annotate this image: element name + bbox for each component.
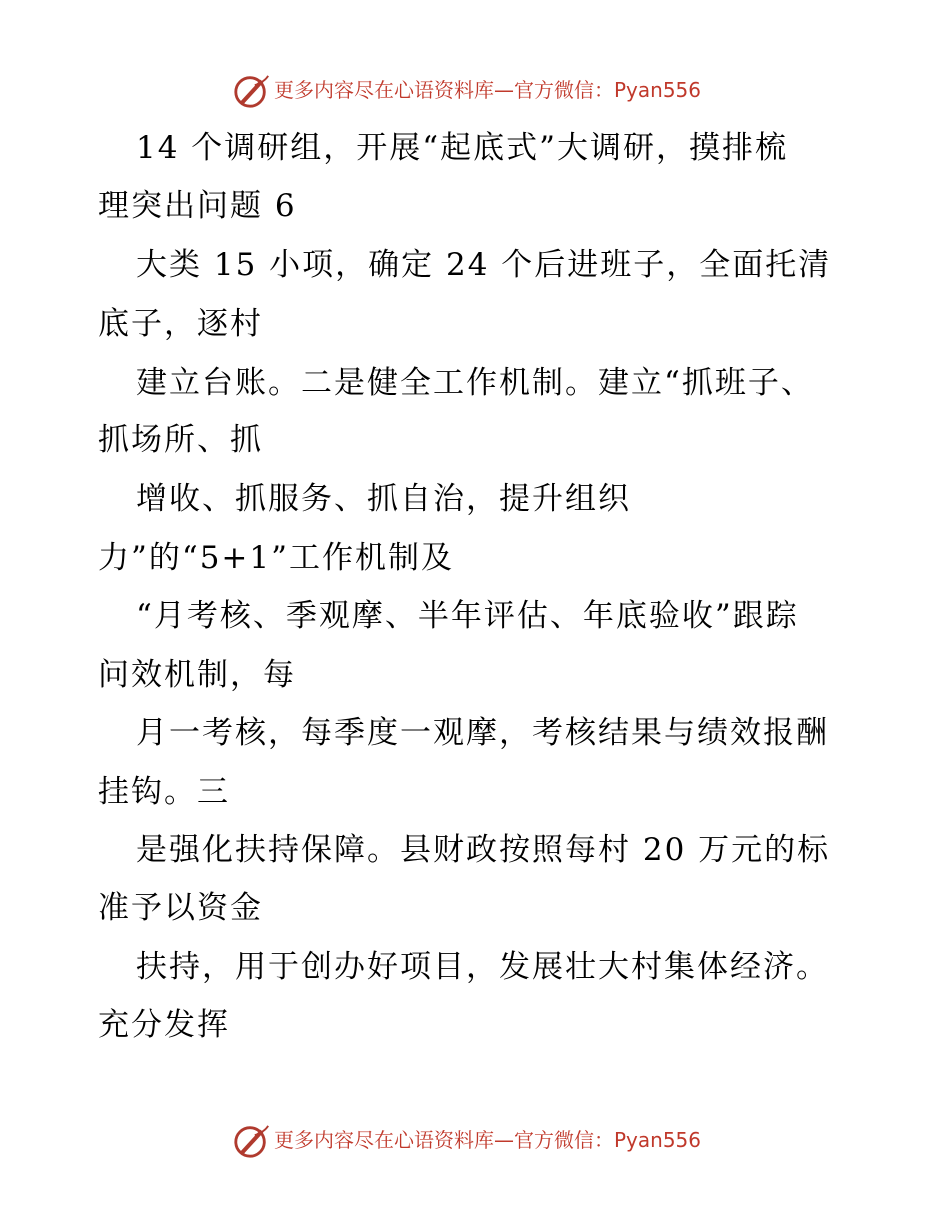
body-line: 问效机制，每 <box>98 657 296 693</box>
body-line: 大类 15 小项，确定 24 个后进班子，全面托清 <box>136 247 832 283</box>
body-line: 建立台账。二是健全工作机制。建立“抓班子、 <box>136 365 814 401</box>
body-line: 扶持，用于创办好项目，发展壮大村集体经济。 <box>136 949 829 985</box>
body-line: 理突出问题 6 <box>98 188 297 224</box>
body-line: 准予以资金 <box>98 890 263 926</box>
quill-logo-icon <box>232 72 270 110</box>
body-line: 增收、抓服务、抓自治，提升组织 <box>136 481 631 517</box>
body-line: 挂钩。三 <box>98 774 230 810</box>
body-line: 14 个调研组，开展“起底式”大调研，摸排梳 <box>136 130 788 166</box>
body-line: 力”的“5+1”工作机制及 <box>98 540 454 576</box>
body-line: 底子，逐村 <box>98 306 263 342</box>
body-line: “月考核、季观摩、半年评估、年底验收”跟踪 <box>136 598 799 634</box>
body-line: 抓场所、抓 <box>98 422 263 458</box>
quill-logo-icon <box>232 1122 270 1160</box>
header-banner <box>0 68 950 112</box>
body-line: 是强化扶持保障。县财政按照每村 20 万元的标 <box>136 832 831 868</box>
footer-banner-text: 更多内容尽在心语资料库—官方微信：Pyan556 <box>274 1128 702 1152</box>
body-line: 月一考核，每季度一观摩，考核结果与绩效报酬 <box>136 715 829 751</box>
body-line: 充分发挥 <box>98 1007 230 1043</box>
footer-banner <box>0 1118 950 1162</box>
header-banner-text: 更多内容尽在心语资料库—官方微信：Pyan556 <box>274 78 702 102</box>
